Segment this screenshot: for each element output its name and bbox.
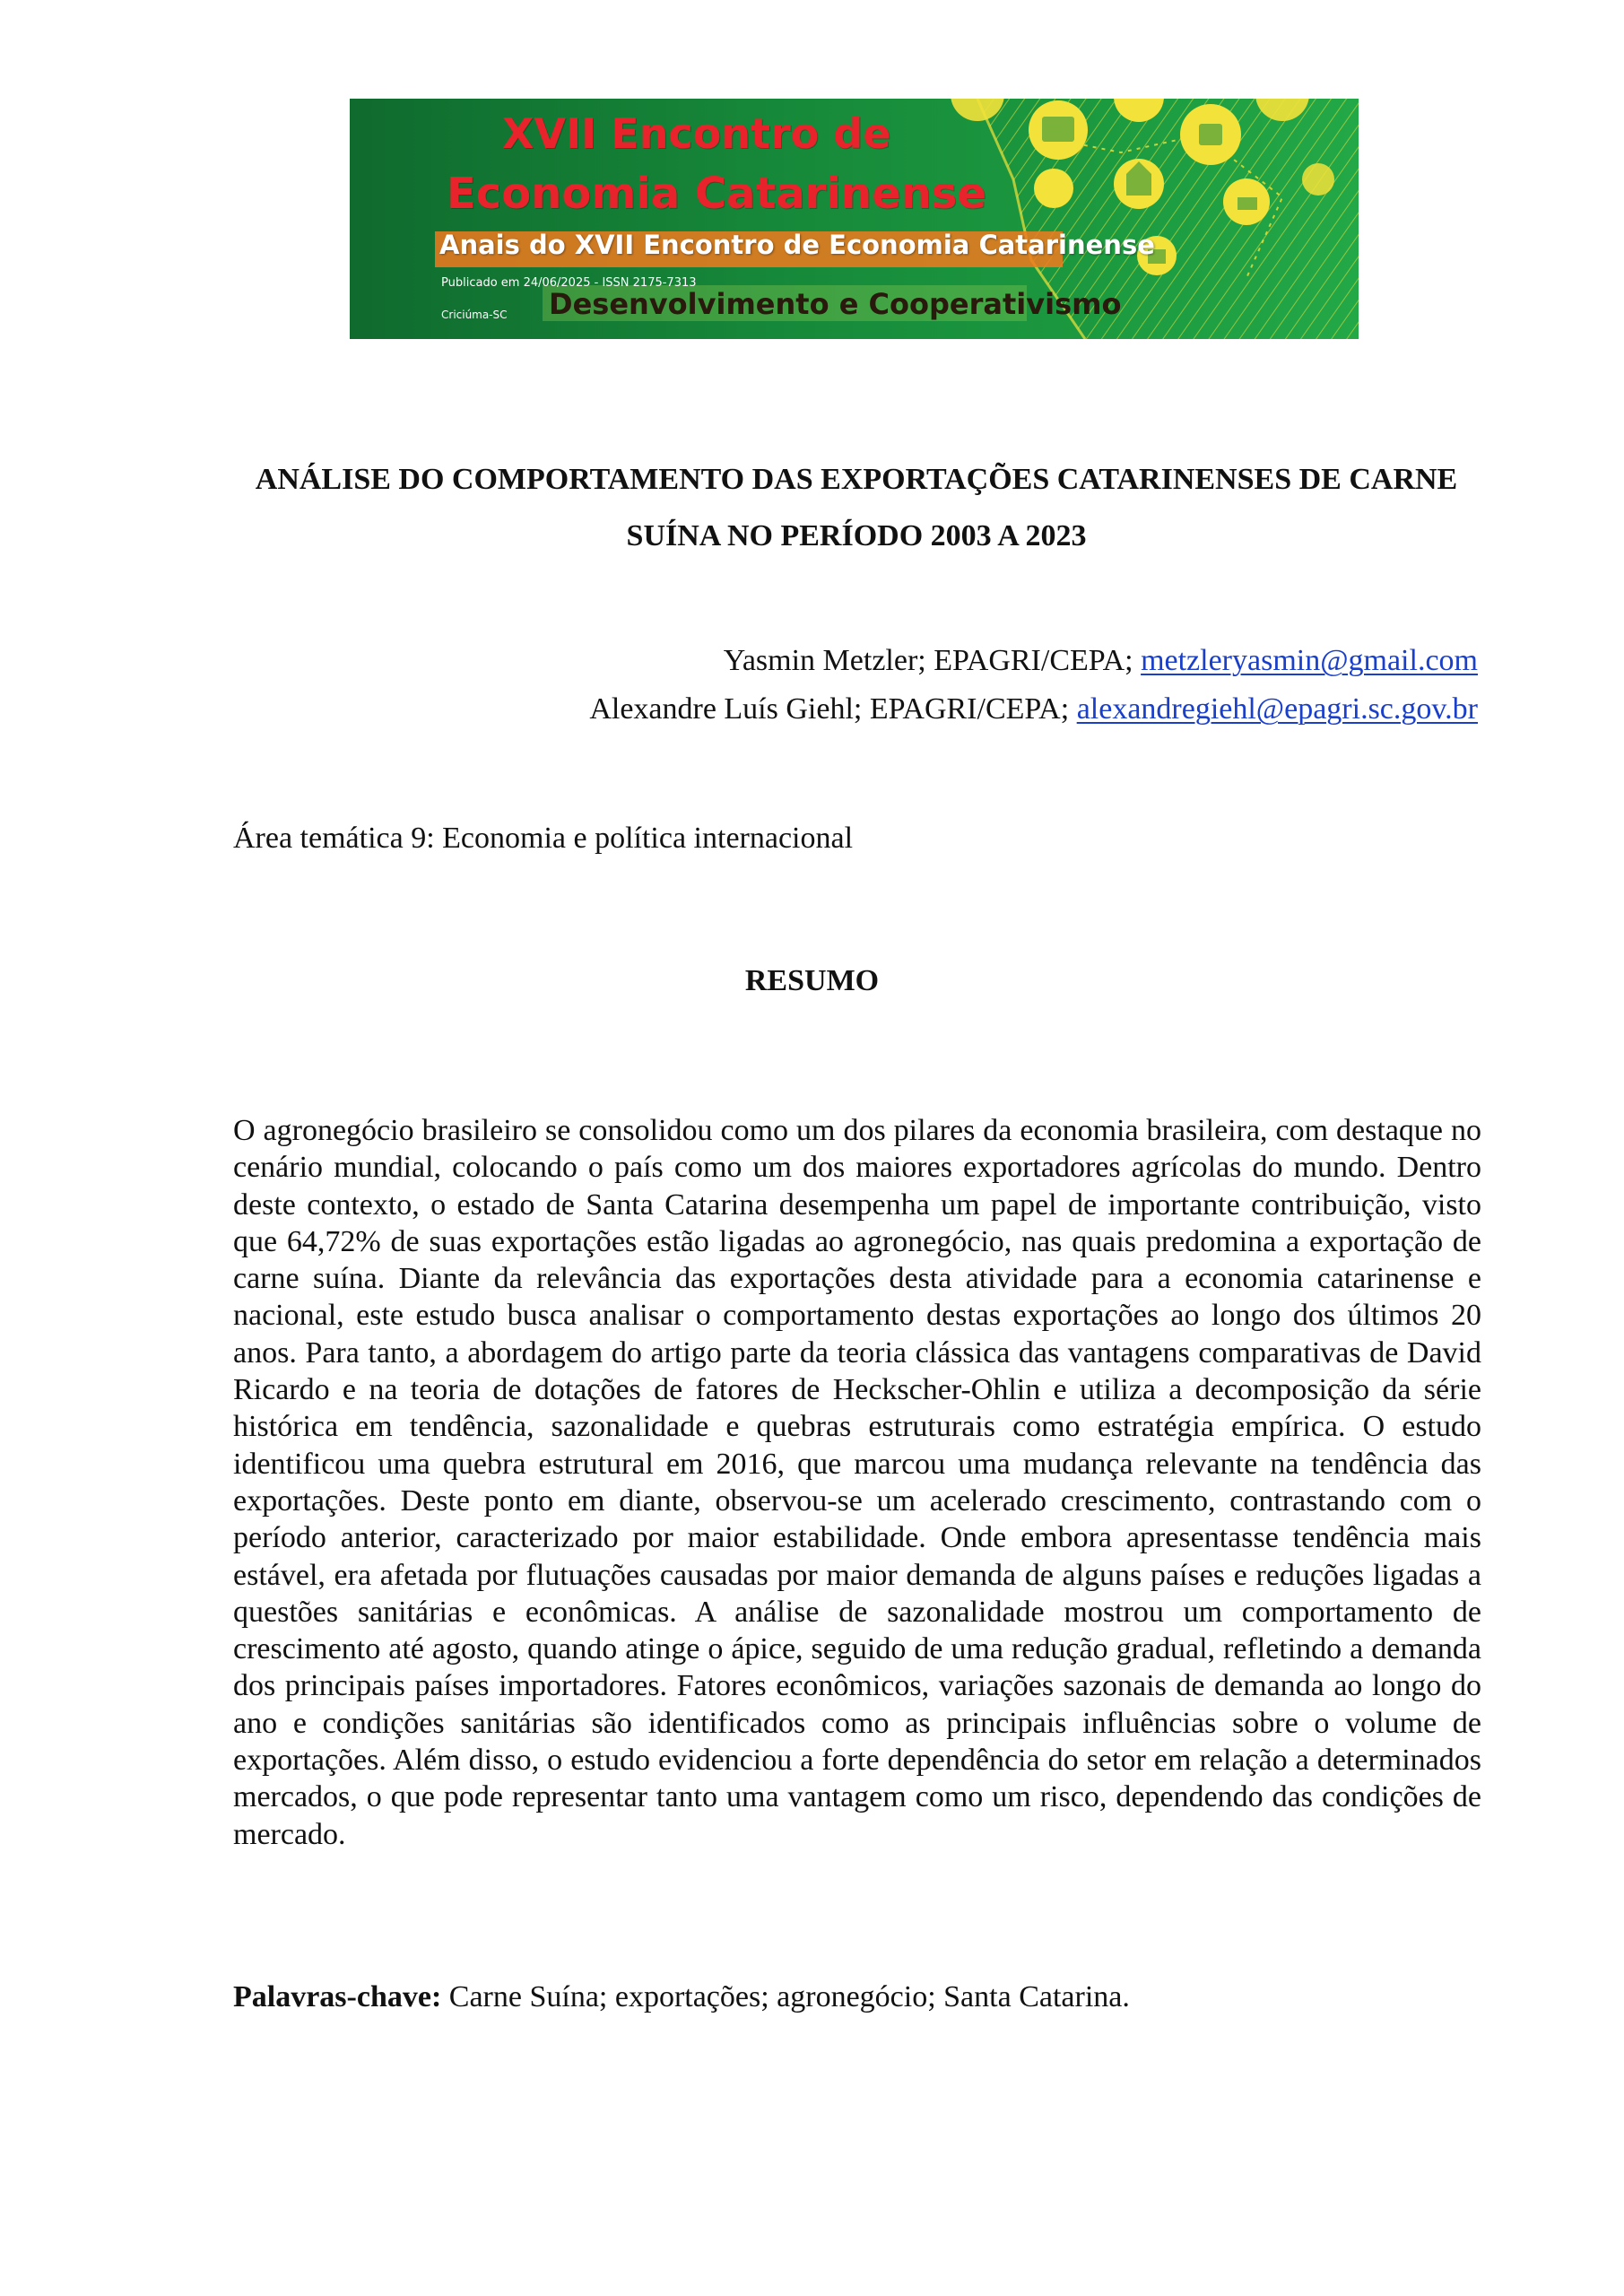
author-list bbox=[589, 637, 1478, 734]
banner-proceedings-label: Anais do XVII Encontro de Economia Catarinense bbox=[439, 230, 1155, 260]
banner-subtitle: Desenvolvimento e Cooperativismo bbox=[549, 287, 1122, 321]
author-email-link[interactable]: metzleryasmin@gmail.com bbox=[1141, 644, 1478, 677]
author-line bbox=[589, 637, 1478, 685]
author-name-affiliation: Yasmin Metzler; EPAGRI/CEPA; bbox=[723, 644, 1142, 677]
author-line bbox=[589, 685, 1478, 734]
event-banner bbox=[350, 99, 1359, 339]
banner-publication-info: Publicado em 24/06/2025 - ISSN 2175-7313 bbox=[441, 276, 697, 290]
abstract-heading: RESUMO bbox=[744, 964, 880, 997]
author-name-affiliation: Alexandre Luís Giehl; EPAGRI/CEPA; bbox=[589, 692, 1077, 726]
keywords-label: Palavras-chave: bbox=[233, 1980, 442, 2013]
banner-city: Criciúma-SC bbox=[441, 309, 508, 321]
paper-title: ANÁLISE DO COMPORTAMENTO DAS EXPORTAÇÕES CATARINENSES DE CARNE SUÍNA NO PERÍODO 2003 A 2023 bbox=[255, 463, 1458, 552]
author-email-link[interactable]: alexandregiehl@epagri.sc.gov.br bbox=[1076, 692, 1478, 726]
thematic-area: Área temática 9: Economia e política internacional bbox=[233, 822, 854, 855]
banner-title-line2: Economia Catarinense bbox=[447, 169, 987, 219]
keywords-list: Carne Suína; exportações; agronegócio; Santa Catarina. bbox=[441, 1980, 1130, 2013]
banner-title-line1: XVII Encontro de bbox=[502, 109, 891, 158]
keywords bbox=[233, 1980, 1130, 2014]
abstract-text: O agronegócio brasileiro se consolidou como um dos pilares da economia brasileira, com destaque no cenário mundial, colocando o país como um dos maiores exportadores agrícolas do mundo. Dentro deste contexto, o estado de Santa Catarina desempenha um papel de importante contribuição, visto que 64,72% de suas exportações estão ligadas ao agronegócio, nas quais predomina a exportação de carne suína. Diante da relevância das exportações desta atividade para a economia catarinense e nacional, este estudo busca analisar o comportamento destas exportações ao longo dos últimos 20 anos. Para tanto, a abordagem do artigo parte da teoria clássica das vantagens comparativas de David Ricardo e na teoria de dotações de fatores de Heckscher-Ohlin e utiliza a decomposição da série histórica em tendência, sazonalidade e quebras estruturais como estratégia empírica. O estudo identificou uma quebra estrutural em 2016, que marcou uma mudança relevante na tendência das exportações. Deste ponto em diante, observou-se um acelerado crescimento, contrastando com o período anterior, caracterizado por maior estabilidade. Onde embora apresentasse tendência mais estável, era afetada por flutuações causadas por maior demanda de alguns países e reduções ligadas a questões sanitárias e econômicas. A análise de sazonalidade mostrou um comportamento de crescimento até agosto, quando atinge o ápice, seguido de uma redução gradual, refletindo a demanda dos principais países importadores. Fatores econômicos, variações sazonais de demanda ao longo do ano e condições sanitárias são identificados como as principais influências sobre o volume de exportações. Além disso, o estudo evidenciou a forte dependência do setor em relação a determinados mercados, o que pode representar tanto uma vantagem como um risco, dependendo das condições de mercado. bbox=[233, 1114, 1481, 1851]
